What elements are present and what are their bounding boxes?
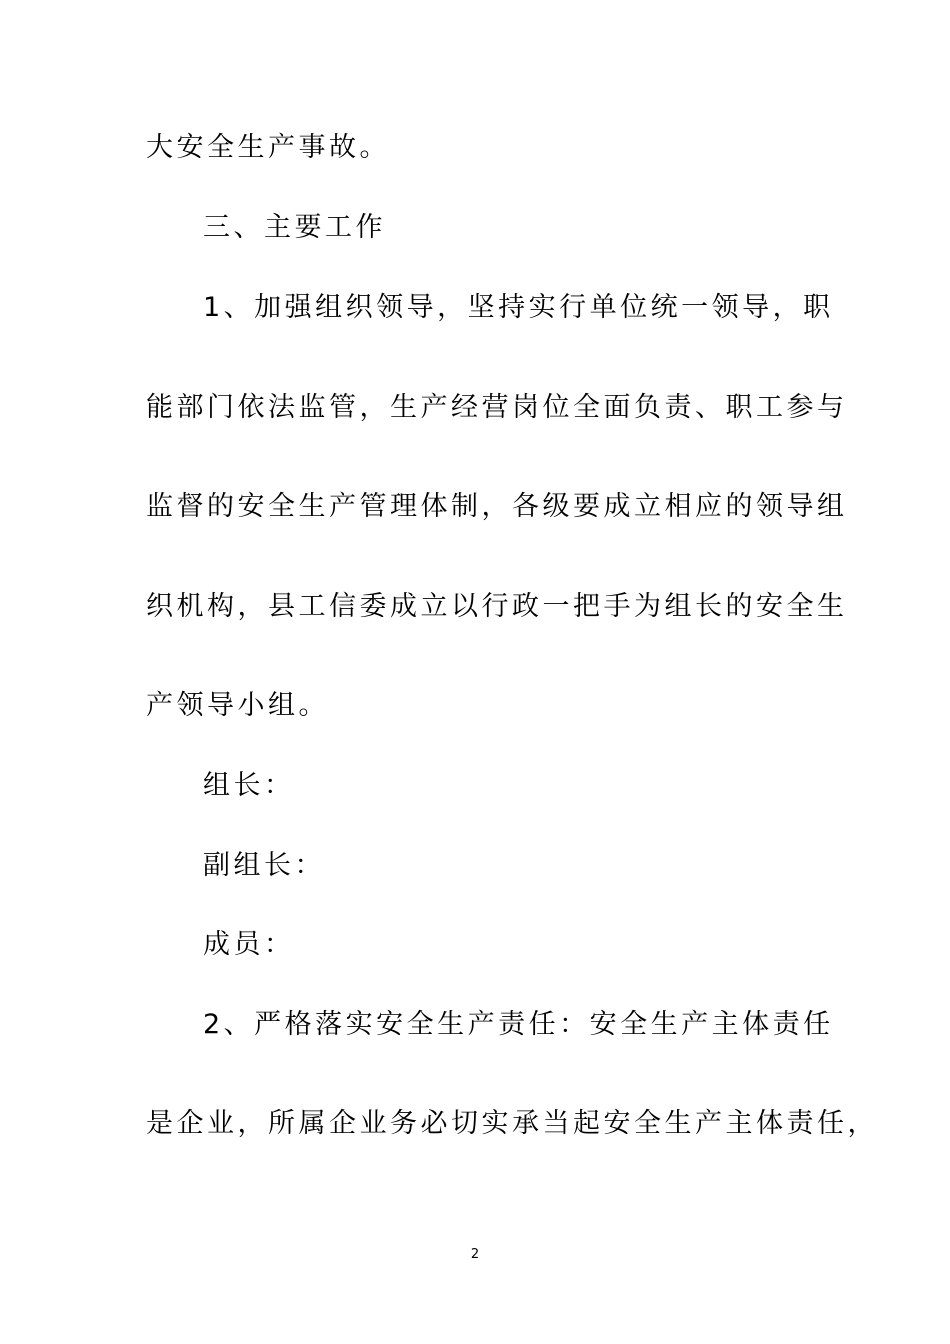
text-line-11: 2、严格落实安全生产责任：安全生产主体责任 [203,1009,834,1040]
section-heading-main-work: 三、主要工作 [203,212,386,243]
text-line-5: 监督的安全生产管理体制，各级要成立相应的领导组 [146,491,848,522]
text-line-1: 大安全生产事故。 [146,132,390,163]
members-label: 成员： [203,929,295,960]
leader-label: 组长： [203,770,295,801]
page-number: 2 [470,1247,480,1262]
text-line-6: 织机构，县工信委成立以行政一把手为组长的安全生 [146,591,848,622]
text-line-3: 1、加强组织领导，坚持实行单位统一领导，职 [203,292,834,323]
deputy-leader-label: 副组长： [203,850,325,881]
text-line-7: 产领导小组。 [146,690,329,721]
text-line-4: 能部门依法监管，生产经营岗位全面负责、职工参与 [146,392,848,423]
text-line-12: 是企业，所属企业务必切实承当起安全生产主体责任， [146,1108,878,1139]
